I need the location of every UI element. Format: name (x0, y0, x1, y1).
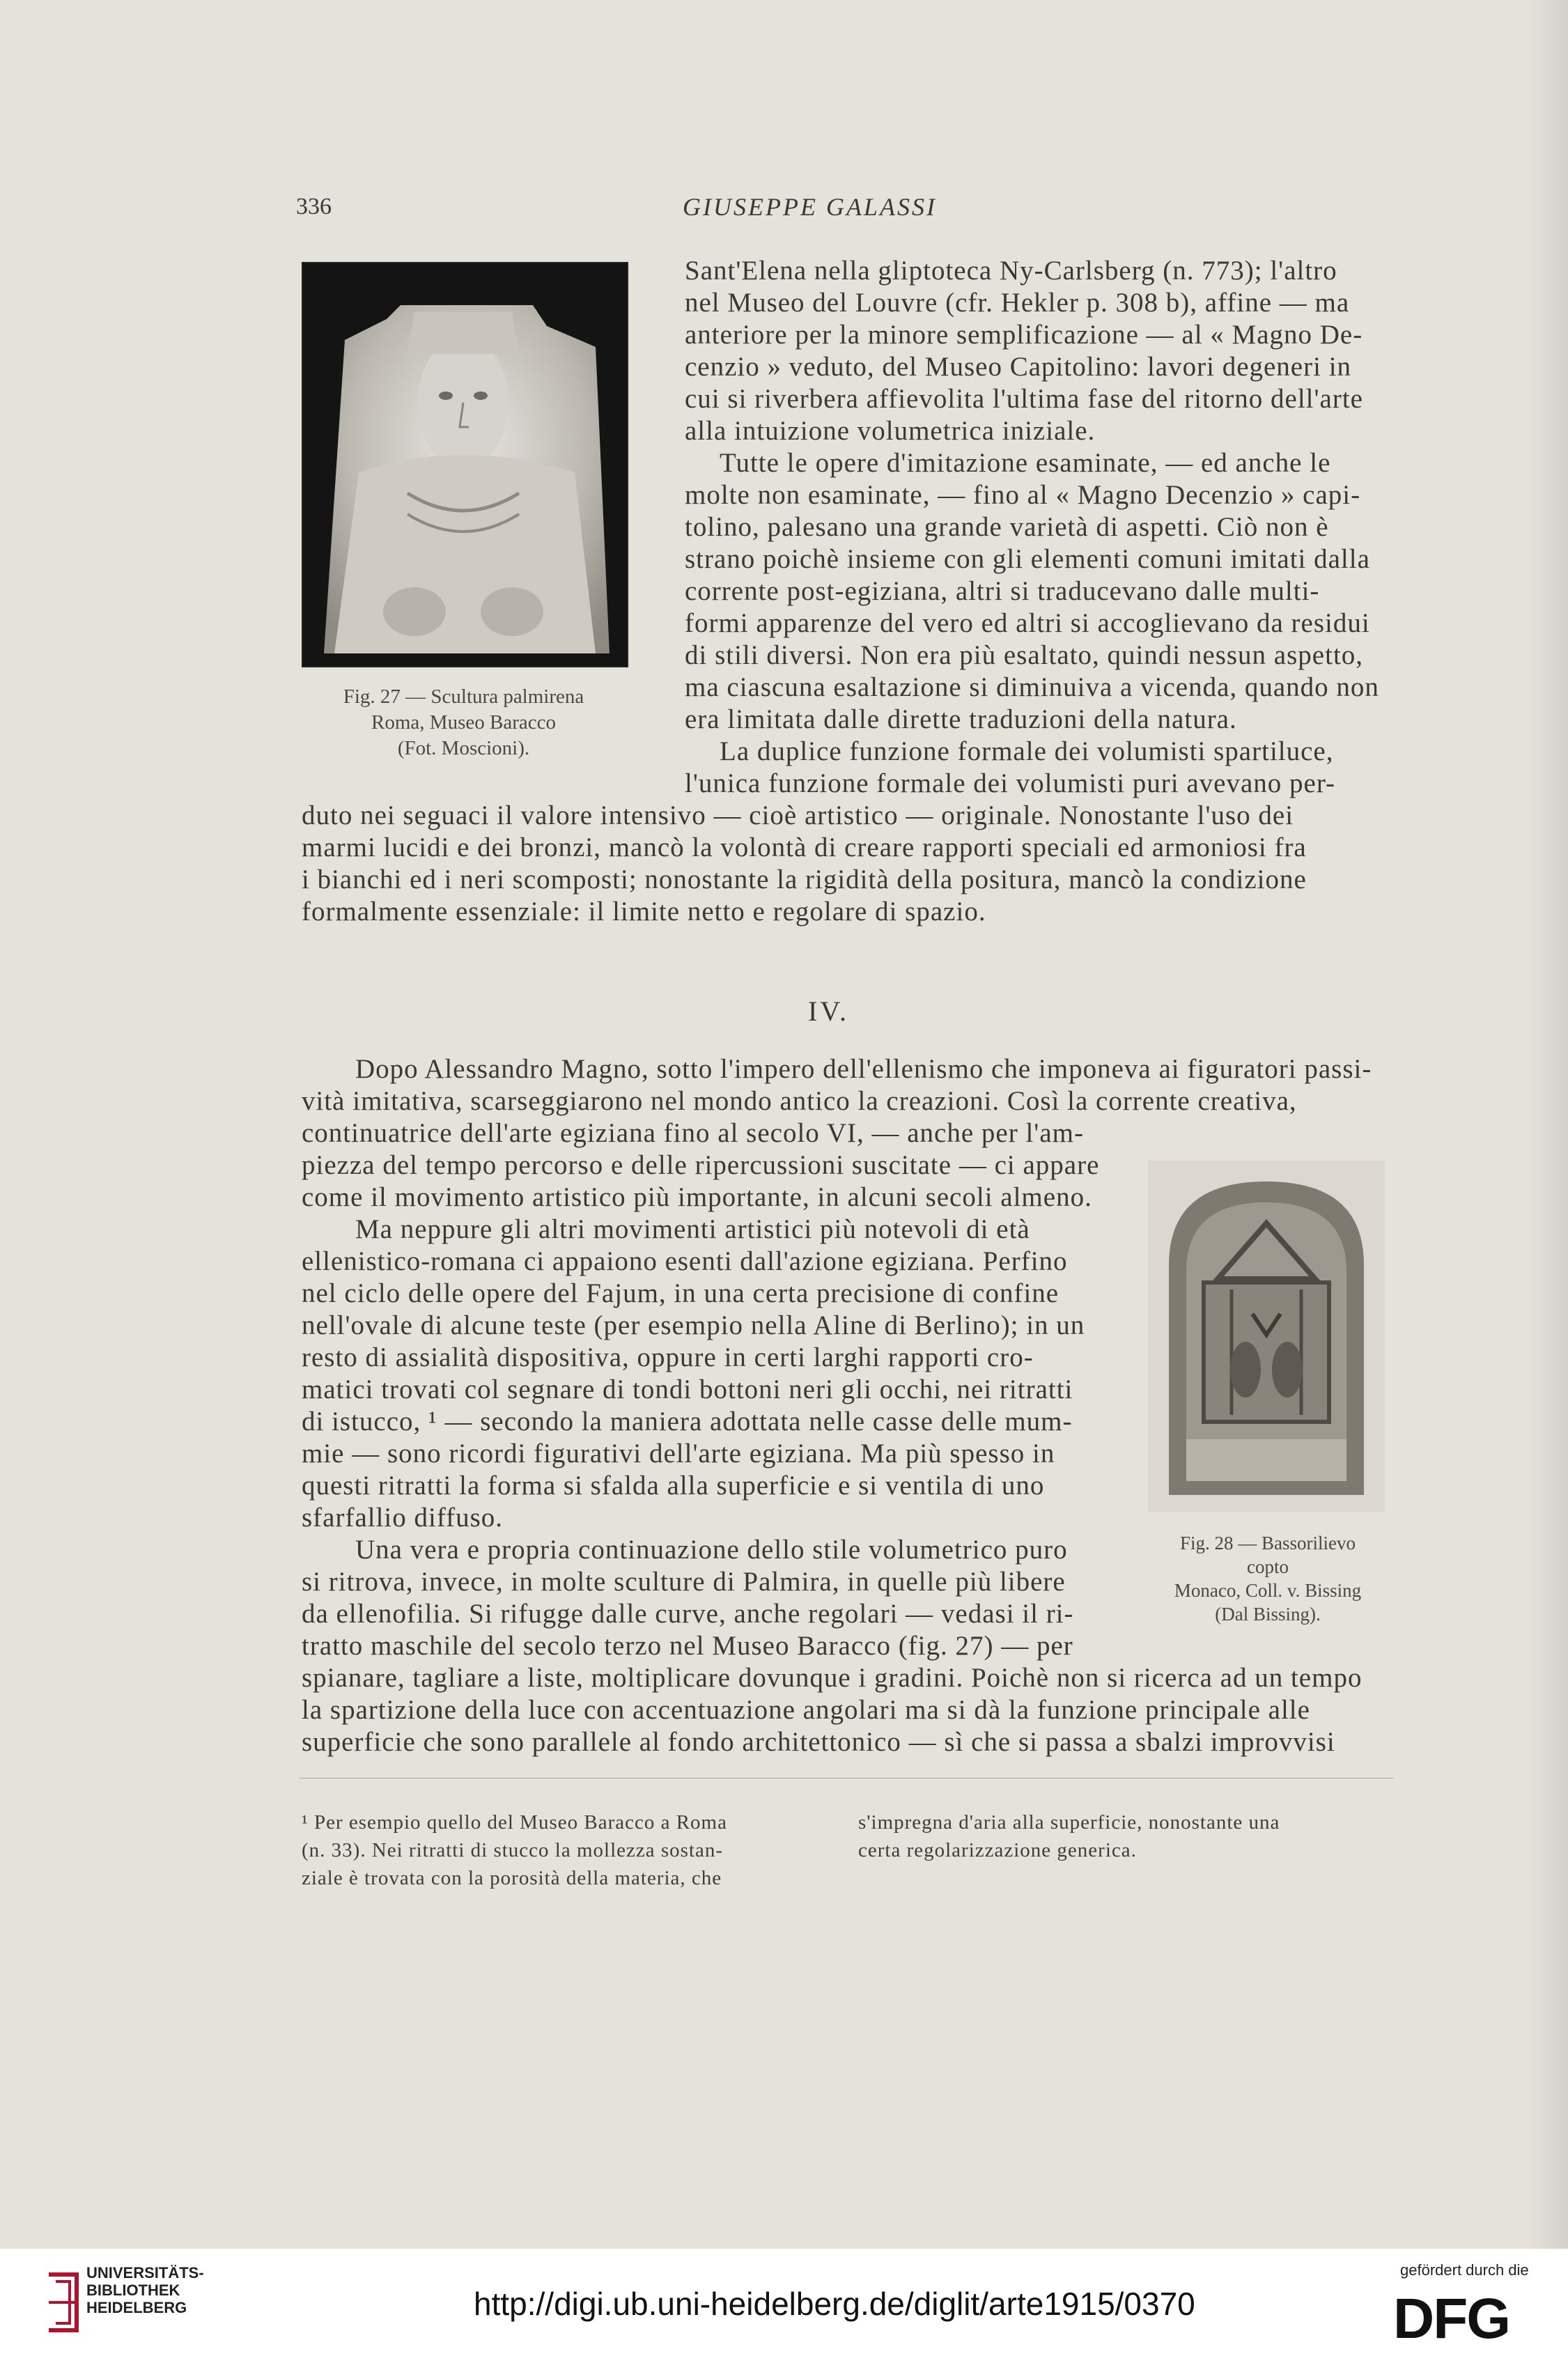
text-line: ellenistico-romana ci appaiono esenti dall'azione egiziana. Perfino (302, 1246, 1068, 1276)
text-line: La duplice funzione formale dei volumisti spartiluce, (720, 736, 1334, 766)
text-line: era limitata dalle dirette traduzioni della natura. (685, 704, 1237, 734)
caption-line: Fig. 27 — Scultura palmirena (343, 685, 584, 708)
text-line: di stili diversi. Non era più esaltato, quindi nessun aspetto, (685, 640, 1364, 670)
caption-line: Roma, Museo Baracco (371, 711, 556, 734)
text-line: piezza del tempo percorso e delle ripercussioni suscitate — ci appare (302, 1150, 1100, 1180)
text-line: anteriore per la minore semplificazione — al « Magno De- (685, 320, 1363, 350)
text-line: la spartizione della luce con accentuazione angolari ma si dà la funzione principale alle (302, 1695, 1310, 1725)
university-library-name (86, 2264, 204, 2316)
footnote-line: ¹ Per esempio quello del Museo Baracco a Roma (302, 1811, 727, 1834)
text-line: Tutte le opere d'imitazione esaminate, — ed anche le (720, 448, 1331, 478)
text-line: cenzio » veduto, del Museo Capitolino: lavori degeneri in (685, 352, 1352, 382)
footnote-line: (n. 33). Nei ritratti di stucco la mollezza sostan- (302, 1839, 724, 1861)
text-line: sfarfallio diffuso. (302, 1503, 504, 1533)
text-line: Sant'Elena nella gliptoteca Ny-Carlsberg (n. 773); l'altro (685, 256, 1337, 286)
text-line: nel Museo del Louvre (cfr. Hekler p. 308 b), affine — ma (685, 288, 1350, 318)
text-line: tolino, palesano una grande varietà di aspetti. Ciò non è (685, 512, 1329, 542)
text-line: formi apparenze del vero ed altri si accoglievano da residui (685, 608, 1370, 638)
text-line: strano poichè insieme con gli elementi comuni imitati dalla (685, 544, 1370, 574)
text-line: mie — sono ricordi figurativi dell'arte egiziana. Ma più spesso in (302, 1439, 1055, 1469)
text-line: vità imitativa, scarseggiarono nel mondo antico la creazioni. Così la corrente creativa, (302, 1086, 1297, 1116)
text-line: cui si riverbera affievolita l'ultima fase del ritorno dell'arte (685, 384, 1363, 414)
text-line: Una vera e propria continuazione dello stile volumetrico puro (355, 1535, 1068, 1565)
footnote-line: ziale è trovata con la porosità della materia, che (302, 1867, 722, 1889)
text-line: Ma neppure gli altri movimenti artistici più notevoli di età (355, 1214, 1030, 1244)
text-line: matici trovati col segnare di tondi bottoni neri gli occhi, nei ritratti (302, 1374, 1073, 1404)
page-number: 336 (296, 194, 332, 219)
palmyrene-bust-image (303, 263, 627, 666)
caption-line: copto (1247, 1556, 1289, 1577)
caption-line: Fig. 28 — Bassorilievo (1179, 1533, 1356, 1554)
page-spine-shadow (1526, 0, 1568, 2249)
footnote-line: s'impregna d'aria alla superficie, nonostante una (858, 1811, 1280, 1834)
coptic-relief-image (1148, 1161, 1385, 1512)
text-line: molte non esaminate, — fino al « Magno Decenzio » capi- (685, 480, 1361, 510)
text-line: tratto maschile del secolo terzo nel Museo Baracco (fig. 27) — per (302, 1631, 1073, 1661)
funded-by-label: gefördert durch die (1400, 2261, 1529, 2279)
text-line: si ritrova, invece, in molte sculture di Palmira, in quelle più libere (302, 1567, 1066, 1597)
text-line: resto di assialità dispositiva, oppure in certi larghi rapporti cro- (302, 1342, 1034, 1372)
figure-27-photo (302, 262, 628, 667)
caption-line: (Fot. Moscioni). (397, 737, 530, 759)
text-line: superficie che sono parallele al fondo architettonico — sì che si passa a sbalzi improvvisi (302, 1727, 1335, 1757)
footnote-rule (300, 1778, 1393, 1779)
figure-28-photo (1148, 1161, 1385, 1512)
library-line: UNIVERSITÄTS- (86, 2264, 204, 2281)
text-line: nel ciclo delle opere del Fajum, in una certa precisione di confine (302, 1278, 1059, 1308)
caption-line: Monaco, Coll. v. Bissing (1174, 1580, 1362, 1601)
text-line: alla intuizione volumetrica iniziale. (685, 416, 1096, 446)
library-line: HEIDELBERG (86, 2299, 187, 2316)
text-line: nell'ovale di alcune teste (per esempio nella Aline di Berlino); in un (302, 1310, 1085, 1340)
text-line: marmi lucidi e dei bronzi, mancò la volontà di creare rapporti speciali ed armoniosi fra (302, 832, 1307, 862)
text-line: da ellenofilia. Si rifugge dalle curve, anche regolari — vedasi il ri- (302, 1599, 1074, 1629)
library-line: BIBLIOTHEK (86, 2281, 180, 2299)
dfg-logo: DFG (1393, 2287, 1510, 2350)
figure-28-caption (1142, 1531, 1393, 1626)
footnote-line: certa regolarizzazione generica. (858, 1839, 1137, 1861)
text-line: formalmente essenziale: il limite netto e regolare di spazio. (302, 897, 986, 927)
text-line: come il movimento artistico più importante, in alcuni secoli almeno. (302, 1182, 1092, 1212)
text-line: l'unica funzione formale dei volumisti puri avevano per- (685, 768, 1336, 798)
text-line: ma ciascuna esaltazione si diminuiva a vicenda, quando non (685, 672, 1379, 702)
text-line: questi ritratti la forma si sfalda alla superficie e si ventila di uno (302, 1471, 1045, 1501)
permalink-url[interactable]: http://digi.ub.uni-heidelberg.de/diglit/arte1915/0370 (474, 2286, 1195, 2322)
text-line: Dopo Alessandro Magno, sotto l'impero dell'ellenismo che imponeva ai figuratori passi- (355, 1054, 1372, 1084)
text-line: di istucco, ¹ — secondo la maniera adottata nelle casse delle mum- (302, 1407, 1073, 1436)
text-line: corrente post-egiziana, altri si traducevano dalle multi- (685, 576, 1320, 606)
section-heading: IV. (808, 995, 850, 1027)
figure-27-caption (302, 684, 626, 761)
text-line: duto nei seguaci il valore intensivo — cioè artistico — originale. Nonostante l'uso dei (302, 800, 1294, 830)
text-line: continuatrice dell'arte egiziana fino al secolo VI, — anche per l'am- (302, 1118, 1084, 1148)
caption-line: (Dal Bissing). (1215, 1604, 1321, 1625)
text-line: i bianchi ed i neri scomposti; nonostante la rigidità della positura, mancò la condizione (302, 865, 1307, 894)
running-title: GIUSEPPE GALASSI (683, 193, 937, 221)
text-line: spianare, tagliare a liste, moltiplicare dovunque i gradini. Poichè non si ricerca ad un tempo (302, 1663, 1363, 1693)
